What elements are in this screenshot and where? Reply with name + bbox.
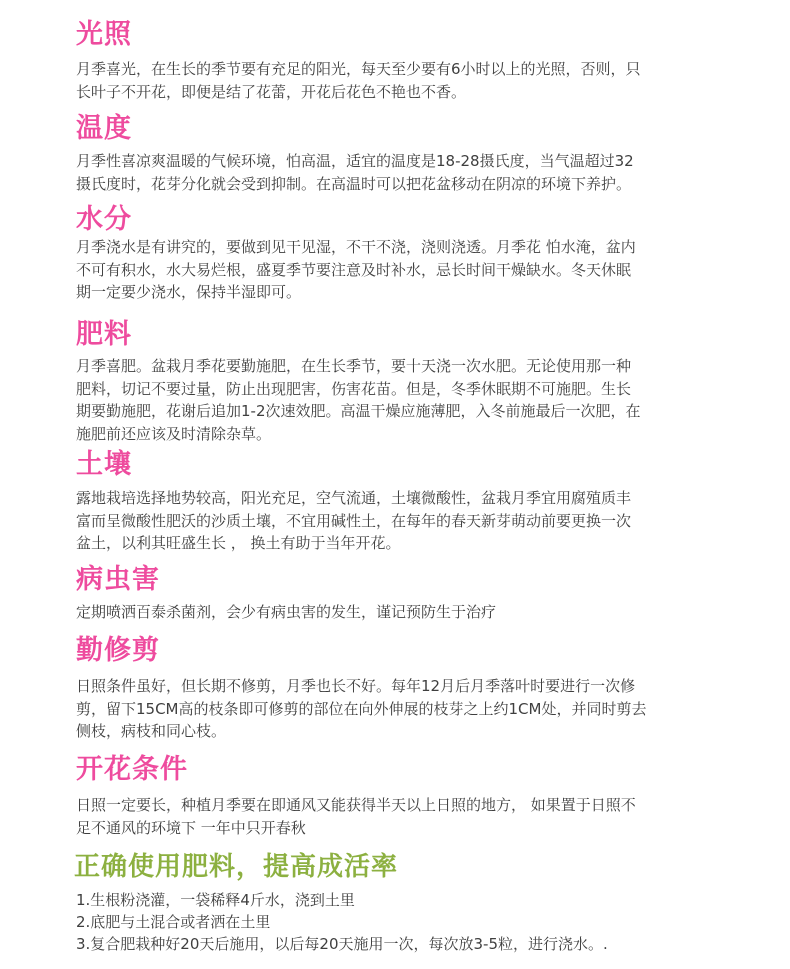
section-text-light [76,58,756,103]
section-text-water [76,236,756,304]
text-line: 月季性喜凉爽温暖的气候环境，怕高温，适宜的温度是18-28摄氏度，当气温超过32 [76,152,634,170]
section-title-fertilizer: 肥料 [76,319,132,350]
text-line: 日照条件虽好，但长期不修剪，月季也长不好。每年12月后月季落叶时要进行一次修 [76,677,636,695]
text-line: 日照一定要长，种植月季要在即通风又能获得半天以上日照的地方， 如果置于日照不 [76,796,636,814]
section-text-soil [76,487,756,555]
text-line: 盆土，以利其旺盛生长 ， 换土有助于当年开花。 [76,534,401,552]
section-text-fertilizer [76,355,756,445]
text-line: 足不通风的环境下 一年中只开春秋 [76,818,306,837]
section-text-pruning [76,675,756,743]
text-line: 期要勤施肥，花谢后追加1-2次速效肥。高温干燥应施薄肥，入冬前施最后一次肥，在 [76,402,641,420]
list-item: 2.底肥与土混合或者洒在土里 [76,913,271,931]
text-line: 露地栽培选择地势较高，阳光充足，空气流通，土壤微酸性，盆栽月季宜用腐殖质丰 [76,489,632,507]
text-line: 富而呈微酸性肥沃的沙质土壤，不宜用碱性土，在每年的春天新芽萌动前要更换一次 [76,511,632,530]
text-line: 月季喜肥。盆栽月季花要勤施肥，在生长季节，要十天浇一次水肥。无论使用那一种 [76,357,632,375]
text-line: 长叶子不开花，即便是结了花蕾，开花后花色不艳也不香。 [76,82,467,101]
text-line: 剪，留下15CM高的枝条即可修剪的部位在向外伸展的枝芽之上约1CM处，并同时剪去 [76,699,647,718]
section-title-pests: 病虫害 [76,564,160,595]
fertilizer-usage-title: 正确使用肥料，提高成活率 [74,852,399,882]
section-title-soil: 土壤 [76,449,132,480]
section-text-flowering [76,794,756,839]
section-title-water: 水分 [76,204,132,235]
section-title-temperature: 温度 [76,113,132,144]
fertilizer-usage-list [76,889,766,955]
section-title-pruning: 勤修剪 [76,635,160,666]
text-line: 月季浇水是有讲究的，要做到见干见湿，不干不浇，浇则浇透。月季花 怕水淹，盆内 [76,238,636,256]
list-item: 3.复合肥栽种好20天后施用，以后每20天施用一次，每次放3-5粒，进行浇水。. [76,935,608,953]
list-item: 1.生根粉浇灌，一袋稀释4斤水，浇到土里 [76,891,355,909]
text-line: 肥料，切记不要过量，防止出现肥害，伤害花苗。但是，冬季休眠期不可施肥。生长 [76,379,632,398]
section-text-temperature [76,150,756,195]
text-line: 定期喷洒百泰杀菌剂，会少有病虫害的发生，谨记预防生于治疗 [76,603,497,621]
text-line: 侧枝，病枝和同心枝。 [76,722,227,740]
text-line: 摄氏度时，花芽分化就会受到抑制。在高温时可以把花盆移动在阴凉的环境下养护。 [76,174,632,193]
section-text-pests [76,601,756,624]
text-line: 不可有积水，水大易烂根，盛夏季节要注意及时补水，忌长时间干燥缺水。冬天休眠 [76,260,632,279]
text-line: 月季喜光，在生长的季节要有充足的阳光，每天至少要有6小时以上的光照，否则，只 [76,60,641,78]
section-title-flowering: 开花条件 [76,754,188,785]
text-line: 施肥前还应该及时清除杂草。 [76,424,272,443]
section-title-light: 光照 [76,19,132,50]
text-line: 期一定要少浇水，保持半湿即可。 [76,283,302,301]
